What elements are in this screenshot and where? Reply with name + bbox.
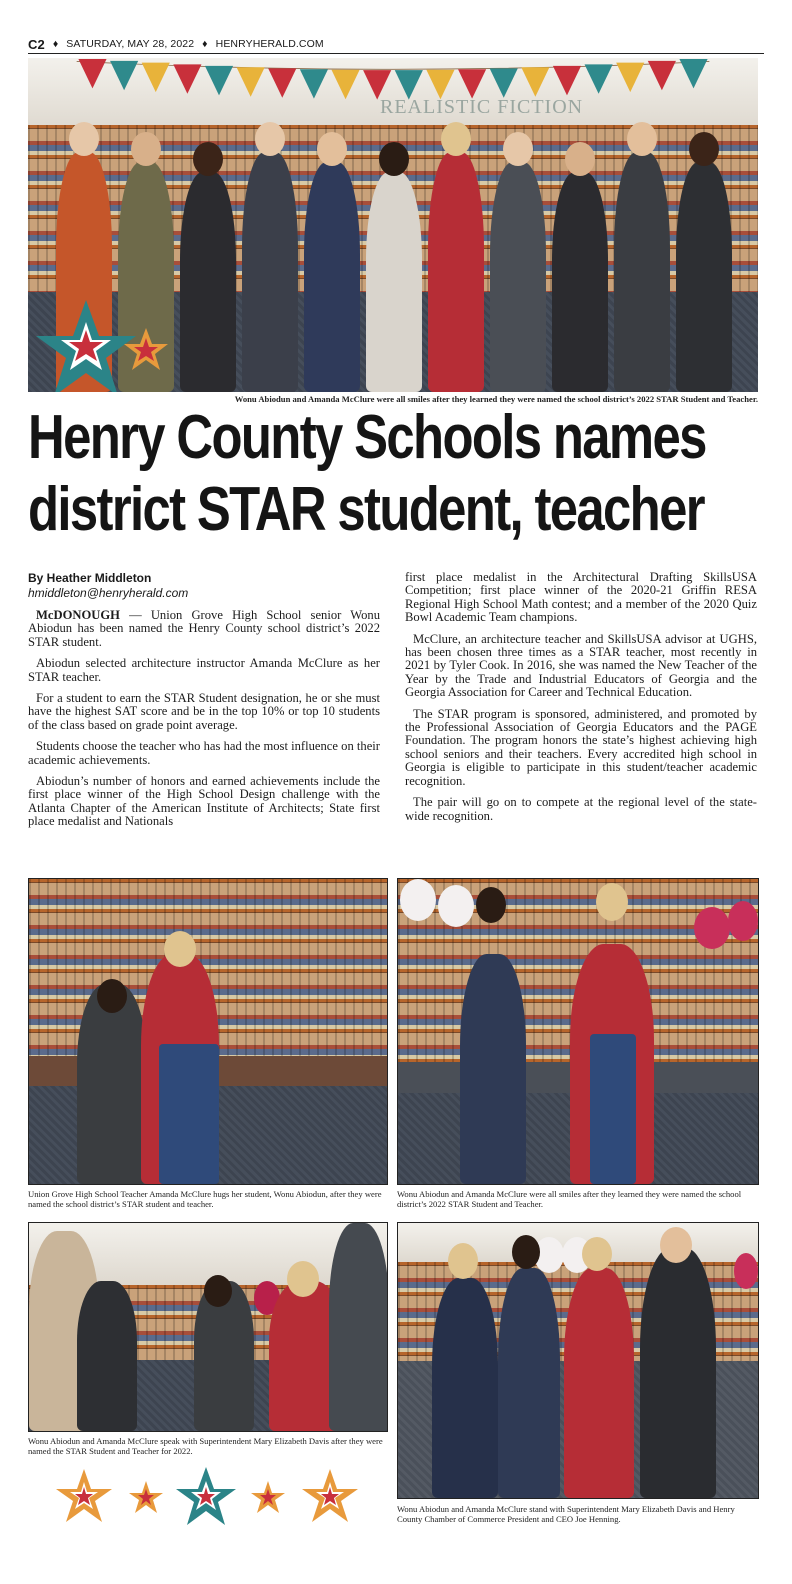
person-head xyxy=(69,122,99,156)
author-email: hmiddleton@henryherald.com xyxy=(28,586,189,600)
person-head xyxy=(441,122,471,156)
photo-group-four xyxy=(397,1222,759,1499)
star-icon xyxy=(129,1481,163,1513)
person-figure xyxy=(552,172,608,392)
headline-line-1: Henry County Schools names xyxy=(28,403,706,472)
pennant-flag xyxy=(78,59,106,88)
article-column-1 xyxy=(28,609,380,829)
star-icon xyxy=(302,1469,358,1522)
pennant-flag xyxy=(300,69,328,98)
article-paragraph: McClure, an architecture teacher and SkillsUSA advisor at UGHS, has been chosen three times as a STAR teacher, most recently in 2021 by Tyler Cook. In 2016, she was named the New Teacher of the Year by the Trade and Industrial Educators of Georgia and the Georgia Association for Career and Technical Education. xyxy=(405,631,757,700)
photo-superintendent xyxy=(28,1222,388,1432)
photo-superintendent-caption: Wonu Abiodun and Amanda McClure speak with Superintendent Mary Elizabeth Davis after they were named the STAR Student and Teacher for 2022. xyxy=(28,1436,383,1456)
paragraph-text: — Union Grove High School senior Wonu Abiodun has been named the Henry County school district’s 2022 STAR student. xyxy=(28,608,380,649)
person-figure xyxy=(676,162,732,392)
pennant-flag xyxy=(616,63,644,92)
separator-icon: ♦ xyxy=(52,38,59,50)
star-icon xyxy=(251,1481,285,1513)
pennant-flag xyxy=(458,69,486,98)
article-paragraph: Abiodun selected architecture instructor Amanda McClure as her STAR teacher. xyxy=(28,656,380,684)
pennant-flag xyxy=(268,68,296,97)
person-figure xyxy=(242,152,298,392)
photo-smiles xyxy=(397,878,759,1185)
photo-hug-caption: Union Grove High School Teacher Amanda McClure hugs her student, Wonu Abiodun, after they were named the school district’s STAR student and teacher. xyxy=(28,1189,382,1209)
person-head xyxy=(627,122,657,156)
article-paragraph-continued: first place medalist in the Architectural Drafting SkillsUSA Competition; first place winner of the 2020-21 Griffin RESA Regional High School Math contest; and a member of the 2020 Quiz Bowl Academic Team champions. xyxy=(405,570,757,625)
article-paragraph: Students choose the teacher who has had the most influence on their academic achievements. xyxy=(28,739,380,767)
person-figure xyxy=(366,172,422,392)
article-paragraph: The pair will go on to compete at the regional level of the state-wide recognition. xyxy=(405,795,757,823)
pennant-flag xyxy=(173,64,201,93)
header-rule xyxy=(28,53,764,54)
page-number: C2 xyxy=(28,36,45,52)
pennant-flag xyxy=(331,70,359,99)
star-row-decoration xyxy=(50,1465,370,1535)
person-figure xyxy=(180,172,236,392)
article-paragraph xyxy=(28,609,380,649)
pennant-flag xyxy=(490,68,518,97)
photo-group-four-caption: Wonu Abiodun and Amanda McClure stand with Superintendent Mary Elizabeth Davis and Henry County Chamber of Commerce President and CEO Joe Henning. xyxy=(397,1504,735,1524)
person-figure xyxy=(490,162,546,392)
pennant-flag xyxy=(521,67,549,96)
article-paragraph: The STAR program is sponsored, administered, and promoted by the Professional Association of Georgia Educators and the PAGE Foundation. The program honors the state’s highest achieving high school seniors and their teachers. Every accredited high school in Georgia is eligible to participate in this student/teacher academic recognition. xyxy=(405,706,757,788)
person-head xyxy=(131,132,161,166)
person-figure xyxy=(428,152,484,392)
headline xyxy=(28,402,766,546)
article-paragraph: Abiodun’s number of honors and earned achievements include the first place winner of the High School Design challenge with the Atlanta Chapter of the American Institute of Architects; State first place medalist and Nationals xyxy=(28,774,380,829)
dateline: McDONOUGH xyxy=(36,608,120,622)
person-head xyxy=(193,142,223,176)
issue-date: SATURDAY, MAY 28, 2022 xyxy=(66,38,195,50)
pennant-flag xyxy=(585,64,613,93)
star-icon xyxy=(56,1469,112,1522)
star-icon xyxy=(176,1467,236,1525)
star-decoration-icon xyxy=(28,298,168,392)
photo-hug xyxy=(28,878,388,1185)
top-photo xyxy=(28,58,758,392)
person-head xyxy=(565,142,595,176)
person-figure xyxy=(304,162,360,392)
article-column-2 xyxy=(405,571,757,831)
pennant-flag xyxy=(205,66,233,95)
person-head xyxy=(379,142,409,176)
photo-smiles-caption: Wonu Abiodun and Amanda McClure were all smiles after they learned they were named the school district’s 2022 STAR Student and Teacher. xyxy=(397,1189,742,1209)
pennant-flag xyxy=(142,63,170,92)
pennant-flag xyxy=(553,66,581,95)
byline xyxy=(28,571,388,601)
pennant-flag xyxy=(110,61,138,90)
article-paragraph: For a student to earn the STAR Student designation, he or she must have the highest SAT score and be in the top 10% or top 10 students of the class based on grade point average. xyxy=(28,691,380,732)
top-photo-caption: Wonu Abiodun and Amanda McClure were all smiles after they learned they were named the school district’s 2022 STAR Student and Teacher. xyxy=(234,394,758,404)
person-head xyxy=(255,122,285,156)
author-name: By Heather Middleton xyxy=(28,571,152,585)
pennant-flag xyxy=(426,70,454,99)
pennant-flag xyxy=(648,61,676,90)
headline-line-2: district STAR student, teacher xyxy=(28,475,704,544)
person-head xyxy=(317,132,347,166)
sign-text: REALISTIC FICTION xyxy=(380,96,584,118)
page-folio xyxy=(28,36,764,52)
person-head xyxy=(503,132,533,166)
separator-icon: ♦ xyxy=(202,38,208,50)
person-figure xyxy=(614,152,670,392)
person-head xyxy=(689,132,719,166)
site-name: HENRYHERALD.COM xyxy=(215,38,324,50)
pennant-flag xyxy=(679,59,707,88)
pennant-flag xyxy=(237,67,265,96)
